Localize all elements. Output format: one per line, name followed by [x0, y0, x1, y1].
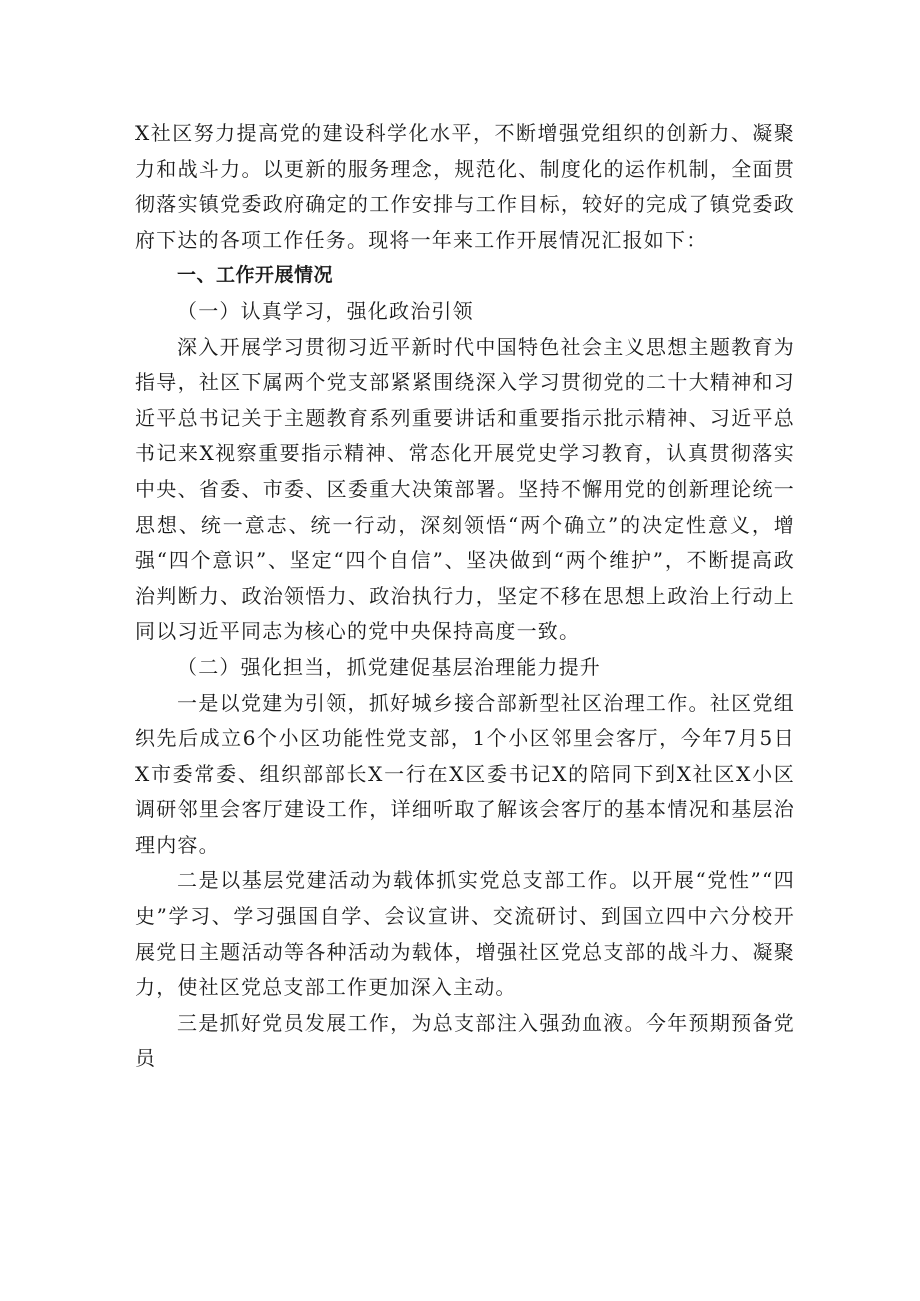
subsection-heading: （二）强化担当，抓党建促基层治理能力提升	[177, 654, 601, 679]
body-paragraph: 三是抓好党员发展工作，为总支部注入强劲血液。今年预期预备党员	[135, 1010, 795, 1071]
body-paragraph: 一是以党建为引领，抓好城乡接合部新型社区治理工作。社区党组织先后成立6个小区功能性党支部，1个小区邻里会客厅，今年7月5日X市委常委、组织部部长X一行在X区委书记X的陪同下到X社区X小区调研邻里会客厅建设工作，详细听取了解该会客厅的基本情况和基层治理内容。	[135, 690, 795, 857]
document-body	[135, 116, 795, 1077]
body-paragraph: 二是以基层党建活动为载体抓实党总支部工作。以开展“党性”“四史”学习、学习强国自学、会议宣讲、交流研讨、到国立四中六分校开展党日主题活动等各种活动为载体，增强社区党总支部的战斗力、凝聚力，使社区党总支部工作更加深入主动。	[135, 868, 795, 1000]
body-paragraph: 深入开展学习贯彻习近平新时代中国特色社会主义思想主题教育为指导，社区下属两个党支部紧紧围绕深入学习贯彻党的二十大精神和习近平总书记关于主题教育系列重要讲话和重要指示批示精神、习近平总书记来X视察重要指示精神、常态化开展党史学习教育，认真贯彻落实中央、省委、市委、区委重大决策部署。坚持不懈用党的创新理论统一思想、统一意志、统一行动，深刻领悟“两个确立”的决定性意义，增强“四个意识”、坚定“四个自信”、坚决做到“两个维护”，不断提高政治判断力、政治领悟力、政治执行力，坚定不移在思想上政治上行动上同以习近平同志为核心的党中央保持高度一致。	[135, 334, 795, 644]
subsection-heading: （一）认真学习，强化政治引领	[177, 298, 474, 323]
section-heading: 一、工作开展情况	[177, 264, 334, 287]
intro-paragraph: X社区努力提高党的建设科学化水平，不断增强党组织的创新力、凝聚力和战斗力。以更新的服务理念，规范化、制度化的运作机制，全面贯彻落实镇党委政府确定的工作安排与工作目标，较好的完成了镇党委政府下达的各项工作任务。现将一年来工作开展情况汇报如下：	[135, 121, 795, 252]
